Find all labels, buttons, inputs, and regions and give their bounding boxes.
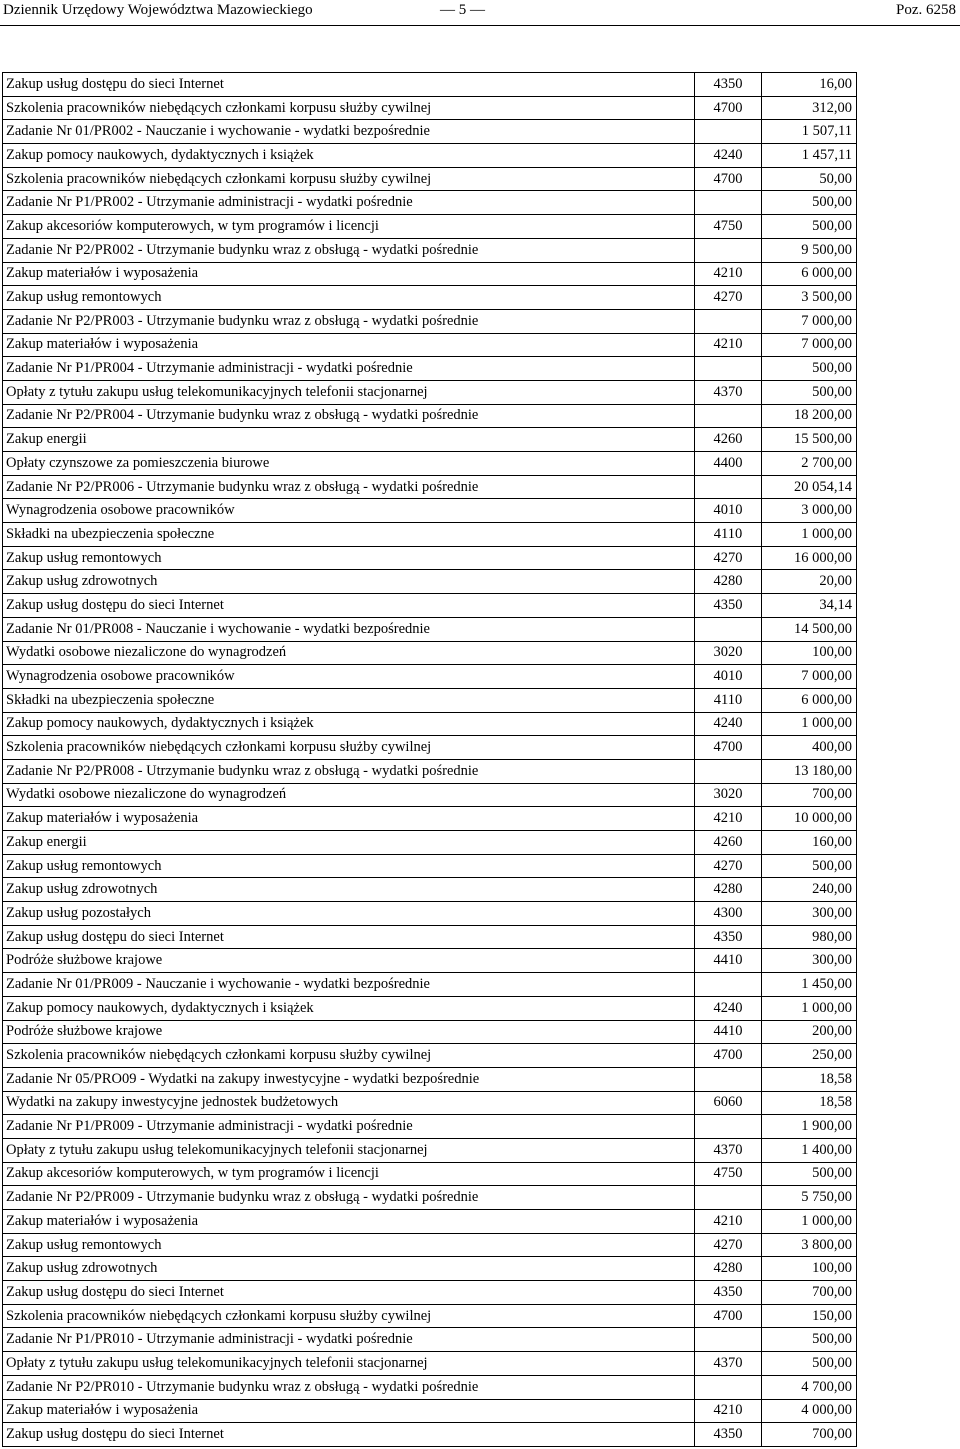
cell-name: Zakup usług dostępu do sieci Internet xyxy=(3,925,695,949)
cell-amount: 10 000,00 xyxy=(762,807,857,831)
cell-amount: 18,58 xyxy=(762,1091,857,1115)
table-row xyxy=(3,380,857,404)
cell-name: Zakup usług dostępu do sieci Internet xyxy=(3,1281,695,1305)
table-row xyxy=(3,499,857,523)
table-row xyxy=(3,902,857,926)
cell-code: 3020 xyxy=(695,641,762,665)
cell-code: 4210 xyxy=(695,1210,762,1234)
cell-name: Wydatki osobowe niezaliczone do wynagrodzeń xyxy=(3,783,695,807)
cell-name: Zakup akcesoriów komputerowych, w tym programów i licencji xyxy=(3,1162,695,1186)
cell-code: 4750 xyxy=(695,215,762,239)
cell-name: Zadanie Nr P2/PR002 - Utrzymanie budynku wraz z obsługą - wydatki pośrednie xyxy=(3,238,695,262)
cell-name: Składki na ubezpieczenia społeczne xyxy=(3,688,695,712)
cell-name: Wydatki osobowe niezaliczone do wynagrodzeń xyxy=(3,641,695,665)
cell-code: 4010 xyxy=(695,665,762,689)
table-row xyxy=(3,73,857,97)
table-row xyxy=(3,665,857,689)
cell-name: Opłaty z tytułu zakupu usług telekomunikacyjnych telefonii stacjonarnej xyxy=(3,380,695,404)
cell-amount: 5 750,00 xyxy=(762,1186,857,1210)
cell-code: 4700 xyxy=(695,1044,762,1068)
cell-name: Szkolenia pracowników niebędących członkami korpusu służby cywilnej xyxy=(3,1304,695,1328)
cell-code xyxy=(695,1186,762,1210)
table-row xyxy=(3,1328,857,1352)
cell-amount: 700,00 xyxy=(762,1423,857,1447)
cell-amount: 3 000,00 xyxy=(762,499,857,523)
cell-amount: 500,00 xyxy=(762,380,857,404)
cell-amount: 1 457,11 xyxy=(762,144,857,168)
cell-code: 4270 xyxy=(695,546,762,570)
cell-name: Składki na ubezpieczenia społeczne xyxy=(3,523,695,547)
cell-code: 4750 xyxy=(695,1162,762,1186)
table-row xyxy=(3,475,857,499)
table-row xyxy=(3,570,857,594)
cell-code: 4240 xyxy=(695,712,762,736)
cell-amount: 1 000,00 xyxy=(762,996,857,1020)
cell-code xyxy=(695,617,762,641)
cell-name: Opłaty z tytułu zakupu usług telekomunikacyjnych telefonii stacjonarnej xyxy=(3,1352,695,1376)
cell-amount: 9 500,00 xyxy=(762,238,857,262)
cell-amount: 15 500,00 xyxy=(762,428,857,452)
cell-amount: 500,00 xyxy=(762,854,857,878)
page-header xyxy=(0,0,960,26)
cell-amount: 18 200,00 xyxy=(762,404,857,428)
table-row xyxy=(3,783,857,807)
cell-code xyxy=(695,1115,762,1139)
cell-amount: 1 400,00 xyxy=(762,1138,857,1162)
cell-code xyxy=(695,404,762,428)
cell-amount: 6 000,00 xyxy=(762,688,857,712)
cell-amount: 2 700,00 xyxy=(762,452,857,476)
table-row xyxy=(3,144,857,168)
table-row xyxy=(3,96,857,120)
cell-name: Zadanie Nr P2/PR003 - Utrzymanie budynku wraz z obsługą - wydatki pośrednie xyxy=(3,309,695,333)
table-row xyxy=(3,1162,857,1186)
cell-code: 4370 xyxy=(695,1138,762,1162)
table-row xyxy=(3,1091,857,1115)
cell-name: Zakup usług dostępu do sieci Internet xyxy=(3,1423,695,1447)
cell-name: Zadanie Nr P2/PR008 - Utrzymanie budynku wraz z obsługą - wydatki pośrednie xyxy=(3,759,695,783)
table-row xyxy=(3,1186,857,1210)
cell-name: Zakup materiałów i wyposażenia xyxy=(3,807,695,831)
cell-amount: 4 700,00 xyxy=(762,1375,857,1399)
cell-code xyxy=(695,357,762,381)
table-row xyxy=(3,546,857,570)
table-row xyxy=(3,1257,857,1281)
cell-code: 4240 xyxy=(695,996,762,1020)
cell-name: Szkolenia pracowników niebędących członkami korpusu służby cywilnej xyxy=(3,167,695,191)
table-row xyxy=(3,996,857,1020)
cell-amount: 240,00 xyxy=(762,878,857,902)
page-number: — 5 — xyxy=(440,2,485,18)
cell-code: 4350 xyxy=(695,73,762,97)
cell-amount: 1 450,00 xyxy=(762,973,857,997)
cell-code: 4700 xyxy=(695,167,762,191)
cell-amount: 150,00 xyxy=(762,1304,857,1328)
cell-code xyxy=(695,1328,762,1352)
cell-amount: 16 000,00 xyxy=(762,546,857,570)
cell-code: 4280 xyxy=(695,570,762,594)
cell-amount: 250,00 xyxy=(762,1044,857,1068)
cell-amount: 1 000,00 xyxy=(762,1210,857,1234)
cell-amount: 13 180,00 xyxy=(762,759,857,783)
table-row xyxy=(3,1067,857,1091)
budget-table xyxy=(2,72,857,1447)
cell-name: Zakup usług zdrowotnych xyxy=(3,1257,695,1281)
table-row xyxy=(3,1020,857,1044)
cell-code xyxy=(695,973,762,997)
cell-code: 4400 xyxy=(695,452,762,476)
table-row xyxy=(3,1352,857,1376)
cell-code: 4700 xyxy=(695,96,762,120)
cell-code xyxy=(695,120,762,144)
table-row xyxy=(3,925,857,949)
table-row xyxy=(3,428,857,452)
cell-name: Zadanie Nr 05/PRO09 - Wydatki na zakupy inwestycyjne - wydatki bezpośrednie xyxy=(3,1067,695,1091)
table-row xyxy=(3,523,857,547)
cell-amount: 16,00 xyxy=(762,73,857,97)
cell-code: 4010 xyxy=(695,499,762,523)
table-row xyxy=(3,1044,857,1068)
cell-amount: 6 000,00 xyxy=(762,262,857,286)
cell-code xyxy=(695,1375,762,1399)
table-row xyxy=(3,1375,857,1399)
cell-name: Zakup usług remontowych xyxy=(3,854,695,878)
cell-code: 4300 xyxy=(695,902,762,926)
cell-code xyxy=(695,1067,762,1091)
table-row xyxy=(3,1138,857,1162)
cell-code: 4260 xyxy=(695,831,762,855)
cell-amount: 500,00 xyxy=(762,215,857,239)
cell-name: Zakup materiałów i wyposażenia xyxy=(3,262,695,286)
cell-amount: 500,00 xyxy=(762,1352,857,1376)
table-row xyxy=(3,333,857,357)
cell-code: 4350 xyxy=(695,594,762,618)
cell-code: 4110 xyxy=(695,688,762,712)
cell-code: 4270 xyxy=(695,286,762,310)
cell-code: 4370 xyxy=(695,380,762,404)
cell-name: Opłaty czynszowe za pomieszczenia biurowe xyxy=(3,452,695,476)
cell-name: Zadanie Nr P2/PR010 - Utrzymanie budynku wraz z obsługą - wydatki pośrednie xyxy=(3,1375,695,1399)
cell-amount: 14 500,00 xyxy=(762,617,857,641)
cell-amount: 34,14 xyxy=(762,594,857,618)
table-row xyxy=(3,712,857,736)
cell-code: 4350 xyxy=(695,1423,762,1447)
cell-name: Zadanie Nr P2/PR004 - Utrzymanie budynku wraz z obsługą - wydatki pośrednie xyxy=(3,404,695,428)
cell-amount: 300,00 xyxy=(762,949,857,973)
table-row xyxy=(3,1423,857,1447)
cell-name: Zadanie Nr P1/PR002 - Utrzymanie administracji - wydatki pośrednie xyxy=(3,191,695,215)
cell-code: 4410 xyxy=(695,949,762,973)
cell-name: Zakup materiałów i wyposażenia xyxy=(3,1210,695,1234)
table-row xyxy=(3,286,857,310)
table-row xyxy=(3,309,857,333)
cell-amount: 3 500,00 xyxy=(762,286,857,310)
table-row xyxy=(3,949,857,973)
cell-code: 4270 xyxy=(695,1233,762,1257)
cell-name: Zakup materiałów i wyposażenia xyxy=(3,1399,695,1423)
table-row xyxy=(3,641,857,665)
table-row xyxy=(3,807,857,831)
cell-code: 4270 xyxy=(695,854,762,878)
cell-name: Zadanie Nr 01/PR009 - Nauczanie i wychowanie - wydatki bezpośrednie xyxy=(3,973,695,997)
cell-name: Zakup pomocy naukowych, dydaktycznych i książek xyxy=(3,712,695,736)
cell-name: Zakup akcesoriów komputerowych, w tym programów i licencji xyxy=(3,215,695,239)
cell-code: 4110 xyxy=(695,523,762,547)
cell-name: Zakup materiałów i wyposażenia xyxy=(3,333,695,357)
cell-name: Zadanie Nr P2/PR006 - Utrzymanie budynku wraz z obsługą - wydatki pośrednie xyxy=(3,475,695,499)
cell-amount: 50,00 xyxy=(762,167,857,191)
cell-amount: 7 000,00 xyxy=(762,665,857,689)
table-row xyxy=(3,357,857,381)
cell-amount: 200,00 xyxy=(762,1020,857,1044)
cell-code: 4210 xyxy=(695,262,762,286)
cell-name: Zadanie Nr P1/PR009 - Utrzymanie administracji - wydatki pośrednie xyxy=(3,1115,695,1139)
cell-code: 4240 xyxy=(695,144,762,168)
table-row xyxy=(3,1304,857,1328)
cell-amount: 312,00 xyxy=(762,96,857,120)
table-row xyxy=(3,1281,857,1305)
cell-name: Zakup usług remontowych xyxy=(3,546,695,570)
table-row xyxy=(3,831,857,855)
cell-amount: 1 507,11 xyxy=(762,120,857,144)
cell-amount: 300,00 xyxy=(762,902,857,926)
cell-code xyxy=(695,475,762,499)
cell-amount: 20 054,14 xyxy=(762,475,857,499)
cell-amount: 500,00 xyxy=(762,357,857,381)
cell-amount: 18,58 xyxy=(762,1067,857,1091)
cell-amount: 700,00 xyxy=(762,1281,857,1305)
cell-code xyxy=(695,309,762,333)
table-row xyxy=(3,1233,857,1257)
cell-name: Zakup usług dostępu do sieci Internet xyxy=(3,73,695,97)
table-row xyxy=(3,759,857,783)
cell-amount: 3 800,00 xyxy=(762,1233,857,1257)
cell-amount: 100,00 xyxy=(762,641,857,665)
cell-code: 4210 xyxy=(695,1399,762,1423)
cell-amount: 500,00 xyxy=(762,1162,857,1186)
cell-name: Zakup usług zdrowotnych xyxy=(3,570,695,594)
cell-code: 4210 xyxy=(695,807,762,831)
cell-code: 4700 xyxy=(695,736,762,760)
journal-title: Dziennik Urzędowy Województwa Mazowieckiego xyxy=(3,2,313,18)
table-row xyxy=(3,736,857,760)
cell-name: Zakup usług dostępu do sieci Internet xyxy=(3,594,695,618)
cell-name: Zadanie Nr 01/PR008 - Nauczanie i wychowanie - wydatki bezpośrednie xyxy=(3,617,695,641)
table-row xyxy=(3,594,857,618)
cell-amount: 7 000,00 xyxy=(762,309,857,333)
table-row xyxy=(3,191,857,215)
cell-name: Zakup energii xyxy=(3,831,695,855)
cell-amount: 4 000,00 xyxy=(762,1399,857,1423)
cell-code: 4370 xyxy=(695,1352,762,1376)
cell-name: Szkolenia pracowników niebędących członkami korpusu służby cywilnej xyxy=(3,736,695,760)
cell-code xyxy=(695,759,762,783)
table-row xyxy=(3,1210,857,1234)
cell-name: Podróże służbowe krajowe xyxy=(3,1020,695,1044)
table-row xyxy=(3,617,857,641)
cell-name: Zadanie Nr P1/PR004 - Utrzymanie administracji - wydatki pośrednie xyxy=(3,357,695,381)
cell-name: Zadanie Nr 01/PR002 - Nauczanie i wychowanie - wydatki bezpośrednie xyxy=(3,120,695,144)
table-row xyxy=(3,238,857,262)
cell-code: 4350 xyxy=(695,1281,762,1305)
cell-name: Zakup energii xyxy=(3,428,695,452)
cell-amount: 100,00 xyxy=(762,1257,857,1281)
cell-name: Wynagrodzenia osobowe pracowników xyxy=(3,499,695,523)
table-row xyxy=(3,215,857,239)
cell-amount: 1 000,00 xyxy=(762,712,857,736)
table-row xyxy=(3,1399,857,1423)
table-row xyxy=(3,688,857,712)
cell-code xyxy=(695,238,762,262)
position-number: Poz. 6258 xyxy=(896,2,956,18)
cell-name: Wynagrodzenia osobowe pracowników xyxy=(3,665,695,689)
cell-name: Zakup pomocy naukowych, dydaktycznych i książek xyxy=(3,996,695,1020)
cell-code: 4410 xyxy=(695,1020,762,1044)
cell-amount: 20,00 xyxy=(762,570,857,594)
cell-code: 6060 xyxy=(695,1091,762,1115)
table-row xyxy=(3,167,857,191)
cell-code: 4350 xyxy=(695,925,762,949)
table-row xyxy=(3,973,857,997)
budget-table-body xyxy=(3,73,857,1447)
cell-amount: 1 900,00 xyxy=(762,1115,857,1139)
cell-name: Zakup usług remontowych xyxy=(3,286,695,310)
cell-amount: 980,00 xyxy=(762,925,857,949)
cell-code: 4280 xyxy=(695,878,762,902)
cell-code xyxy=(695,191,762,215)
cell-amount: 500,00 xyxy=(762,1328,857,1352)
cell-code: 4700 xyxy=(695,1304,762,1328)
cell-amount: 500,00 xyxy=(762,191,857,215)
cell-amount: 400,00 xyxy=(762,736,857,760)
cell-amount: 7 000,00 xyxy=(762,333,857,357)
table-row xyxy=(3,262,857,286)
cell-name: Zakup usług zdrowotnych xyxy=(3,878,695,902)
cell-code: 4280 xyxy=(695,1257,762,1281)
cell-name: Zadanie Nr P1/PR010 - Utrzymanie administracji - wydatki pośrednie xyxy=(3,1328,695,1352)
cell-name: Wydatki na zakupy inwestycyjne jednostek budżetowych xyxy=(3,1091,695,1115)
cell-name: Zadanie Nr P2/PR009 - Utrzymanie budynku wraz z obsługą - wydatki pośrednie xyxy=(3,1186,695,1210)
table-row xyxy=(3,1115,857,1139)
cell-name: Podróże służbowe krajowe xyxy=(3,949,695,973)
cell-code: 3020 xyxy=(695,783,762,807)
cell-code: 4210 xyxy=(695,333,762,357)
cell-name: Zakup usług pozostałych xyxy=(3,902,695,926)
table-row xyxy=(3,878,857,902)
cell-amount: 1 000,00 xyxy=(762,523,857,547)
cell-name: Zakup usług remontowych xyxy=(3,1233,695,1257)
cell-name: Szkolenia pracowników niebędących członkami korpusu służby cywilnej xyxy=(3,1044,695,1068)
cell-code: 4260 xyxy=(695,428,762,452)
cell-name: Zakup pomocy naukowych, dydaktycznych i książek xyxy=(3,144,695,168)
table-row xyxy=(3,854,857,878)
table-row xyxy=(3,452,857,476)
cell-name: Szkolenia pracowników niebędących członkami korpusu służby cywilnej xyxy=(3,96,695,120)
cell-amount: 160,00 xyxy=(762,831,857,855)
cell-name: Opłaty z tytułu zakupu usług telekomunikacyjnych telefonii stacjonarnej xyxy=(3,1138,695,1162)
table-row xyxy=(3,404,857,428)
table-row xyxy=(3,120,857,144)
cell-amount: 700,00 xyxy=(762,783,857,807)
